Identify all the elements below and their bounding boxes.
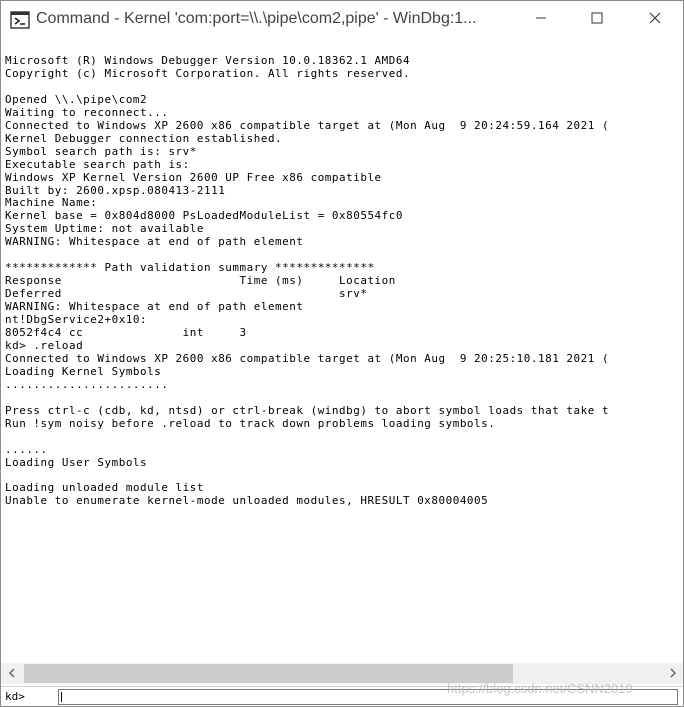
minimize-icon: [535, 11, 547, 29]
maximize-icon: [591, 11, 603, 29]
scroll-right-button[interactable]: [662, 663, 683, 684]
console-output-text: Microsoft (R) Windows Debugger Version 10.0.18362.1 AMD64 Copyright (c) Microsoft Corporation. All rights reserved. Opened \\.\pipe\com2 Waiting to reconnect... Connected to Windows XP 2600 x86 compatible target at (Mon Aug 9 20:24:59.164 2021 ( Kernel Debugger connection established. Symbol search path is: srv* Executable search path is: Windows XP Kernel Version 2600 UP Free x86 compatible Built by: 2600.xpsp.080413-2111 Machine Name: Kernel base = 0x804d8000 PsLoadedModuleList = 0x80554fc0 System Uptime: not available WARNING: Whitespace at end of path element ************* Path validation summary ************** Response Time (ms) Location Deferred srv* WARNING: Whitespace at end of path element nt!DbgService2+0x10: 8052f4c4 cc int 3 kd> .reload Connected to Windows XP 2600 x86 compatible target at (Mon Aug 9 20:25:10.181 2021 ( Loading Kernel Symbols ....................... Press ctrl-c (cdb, kd, ntsd) or ctrl-break (windbg) to abort symbol loads that take t Run !sym noisy before .reload to track down problems loading symbols. ...... Loading User Symbols Loading unloaded module list Unable to enumerate kernel-mode unloaded modules, HRESULT 0x80004005: [5, 54, 610, 508]
scroll-thumb[interactable]: [24, 664, 513, 683]
text-caret: [61, 692, 62, 702]
watermark: https://blog.csdn.net/CSNN2019: [447, 681, 633, 696]
title-bar[interactable]: [1, 1, 683, 39]
console-output-pane[interactable]: [1, 39, 683, 663]
maximize-button[interactable]: [569, 1, 625, 39]
minimize-button[interactable]: [513, 1, 569, 39]
window-title: Command - Kernel 'com:port=\\.\pipe\com2,pipe' - WinDbg:1...: [36, 10, 477, 27]
arrow-left-icon: [8, 665, 16, 683]
close-icon: [649, 11, 661, 29]
console-app-icon: [10, 10, 30, 30]
scroll-left-button[interactable]: [1, 663, 22, 684]
close-button[interactable]: [627, 1, 683, 39]
command-prompt: kd>: [5, 690, 25, 703]
arrow-right-icon: [669, 665, 677, 683]
